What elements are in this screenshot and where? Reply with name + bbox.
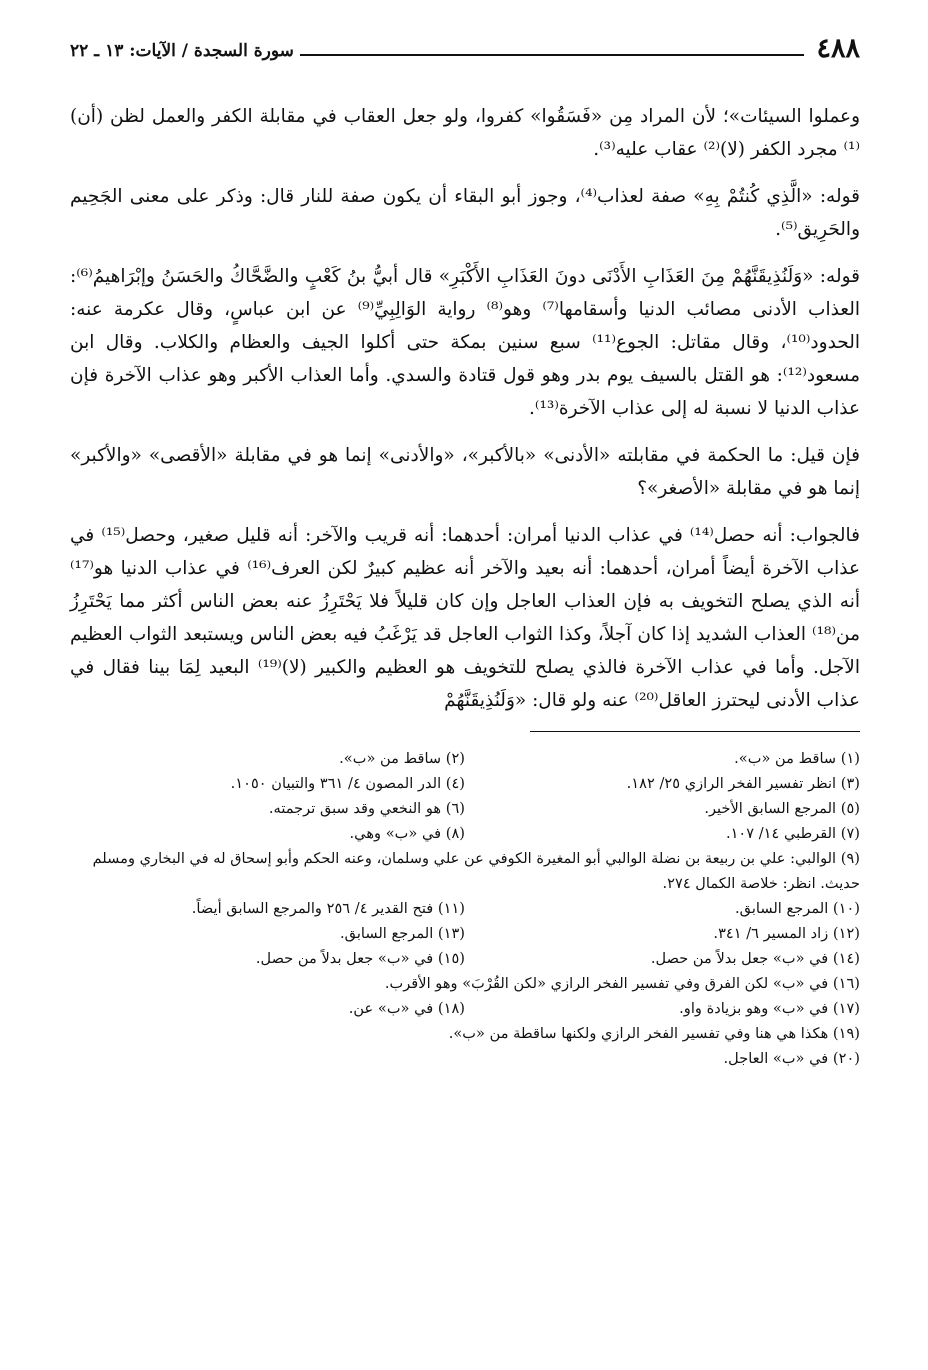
footnote-row: [70, 921, 860, 946]
footnote-7: (٧) القرطبي ١٤/ ١٠٧.: [725, 825, 860, 842]
running-title: سورة السجدة / الآيات: ١٣ ـ ٢٢: [70, 41, 294, 61]
footnote-11: (١١) فتح القدير ٤/ ٢٥٦ والمرجع السابق أيضاً.: [191, 900, 465, 917]
page-header: [70, 30, 860, 64]
footnote-1: (١) ساقط من «ب».: [734, 750, 860, 767]
footnote-rule: [530, 731, 860, 732]
footnote-18: (١٨) في «ب» عن.: [348, 1000, 465, 1017]
footnote-row: [70, 821, 860, 846]
paragraph: فإن قيل: ما الحكمة في مقابلته «الأدنى» «بالأكبر»، «والأدنى» إنما هو في مقابلة «الأقصى» «والأكبر» إنما هو في مقابلة «الأصغر»؟: [70, 445, 860, 499]
footnote-3: (٣) انظر تفسير الفخر الرازي ٢٥/ ١٨٢.: [626, 775, 860, 792]
footnote-row: [70, 996, 860, 1021]
paragraph: قوله: «الَّذِي كُنتُمْ بِهِ» صفة لعذاب⁽⁴⁾، وجوز أبو البقاء أن يكون صفة للنار قال: وذكر على معنى الجَحِيم والحَرِيق⁽⁵⁾.: [70, 186, 861, 240]
footnote-8: (٨) في «ب» وهي.: [349, 825, 465, 842]
header-rule: [300, 53, 805, 56]
footnote-row: [70, 771, 860, 796]
footnote-row: [70, 896, 860, 921]
document-page: [70, 30, 860, 1071]
footnotes: [70, 746, 860, 1071]
footnote-10: (١٠) المرجع السابق.: [735, 900, 860, 917]
footnote-13: (١٣) المرجع السابق.: [340, 925, 465, 942]
footnote-6: (٦) هو النخعي وقد سبق ترجمته.: [268, 800, 465, 817]
footnote-row: [70, 746, 860, 771]
footnote-5: (٥) المرجع السابق الأخير.: [704, 800, 860, 817]
footnote-17: (١٧) في «ب» وهو بزيادة واو.: [679, 1000, 860, 1017]
paragraph: قوله: «وَلَنُذِيقَنَّهُمْ مِنَ العَذَابِ الأَدْنَى دونَ العَذَابِ الأَكْبَرِ» قال أبيُّ بنُ كَعْبٍ والضَّحَّاكُ والحَسَنُ وإبْرَاهيمُ⁽⁶⁾: العذاب الأدنى مصائب الدنيا وأسقامها⁽⁷⁾ وهو⁽⁸⁾ رواية الوَالِبِيِّ⁽⁹⁾ عن ابن عباسٍ، وقال عكرمة عنه: الحدود⁽¹⁰⁾، وقال مقاتل: الجوع⁽¹¹⁾ سبع سنين بمكة حتى أكلوا الجيف والعظام والكلاب. وقال ابن مسعود⁽¹²⁾: هو القتل بالسيف يوم بدر وهو قول قتادة والسدي. وأما العذاب الأكبر وهو عذاب الآخرة فإن عذاب الدنيا لا نسبة له إلى عذاب الآخرة⁽¹³⁾.: [70, 266, 861, 419]
footnote-20: (٢٠) في «ب» العاجل.: [723, 1050, 860, 1067]
main-text: [70, 100, 860, 717]
footnote-19: (١٩) هكذا هي هنا وفي تفسير الفخر الرازي ولكنها ساقطة من «ب».: [448, 1025, 860, 1042]
paragraph: وعملوا السيئات»؛ لأن المراد مِن «فَسَقُوا» كفروا، ولو جعل العقاب في مقابلة الكفر والعمل لظن (أن)⁽¹⁾ مجرد الكفر (لا)⁽²⁾ عقاب عليه⁽³⁾.: [70, 106, 860, 160]
footnote-row: [70, 946, 860, 971]
footnote-14: (١٤) في «ب» جعل بدلاً من حصل.: [650, 950, 860, 967]
footnote-12: (١٢) زاد المسير ٦/ ٣٤١.: [713, 925, 860, 942]
page-number: ٤٨٨: [816, 33, 860, 64]
footnote-16: (١٦) في «ب» لكن الفرق وفي تفسير الفخر الرازي «لكن القُرْبَ» وهو الأقرب.: [384, 975, 860, 992]
footnote-row: [70, 796, 860, 821]
footnote-15: (١٥) في «ب» جعل بدلاً من حصل.: [255, 950, 465, 967]
footnote-2: (٢) ساقط من «ب».: [339, 750, 465, 767]
paragraph: فالجواب: أنه حصل⁽¹⁴⁾ في عذاب الدنيا أمران: أحدهما: أنه قريب والآخر: أنه قليل صغير، وحصل⁽¹⁵⁾ في عذاب الآخرة أيضاً أمران، أحدهما: أنه بعيد والآخر أنه عظيم كبيرٌ لكن العرف⁽¹⁶⁾ في عذاب الدنيا هو⁽¹⁷⁾ أنه الذي يصلح التخويف به فإن العذاب العاجل وإن كان قليلاً فلا يَحْتَرِزُ عنه بعض الناس أكثر مما يَحْتَرِزُ من⁽¹⁸⁾ العذاب الشديد إذا كان آجلاً، وكذا الثواب العاجل قد يَرْغَبُ فيه بعض الناس ويستبعد الثواب العظيم الآجل. وأما في عذاب الآخرة فالذي يصلح للتخويف هو العظيم والكبير (لا)⁽¹⁹⁾ البعيد لِمَا بينا فقال في عذاب الأدنى ليحترز العاقل⁽²⁰⁾ عنه ولو قال: «وَلَنُذِيقَنَّهُمْ: [70, 525, 861, 711]
footnote-4: (٤) الدر المصون ٤/ ٣٦١ والتبيان ١٠٥٠.: [230, 775, 465, 792]
footnote-9: (٩) الوالبي: علي بن ربيعة بن نضلة الوالبي أبو المغيرة الكوفي عن علي وسلمان، وعنه الحكم وأبو إسحاق له في البخاري ومسلم حديث. انظر: خلاصة الكمال ٢٧٤.: [92, 850, 860, 892]
